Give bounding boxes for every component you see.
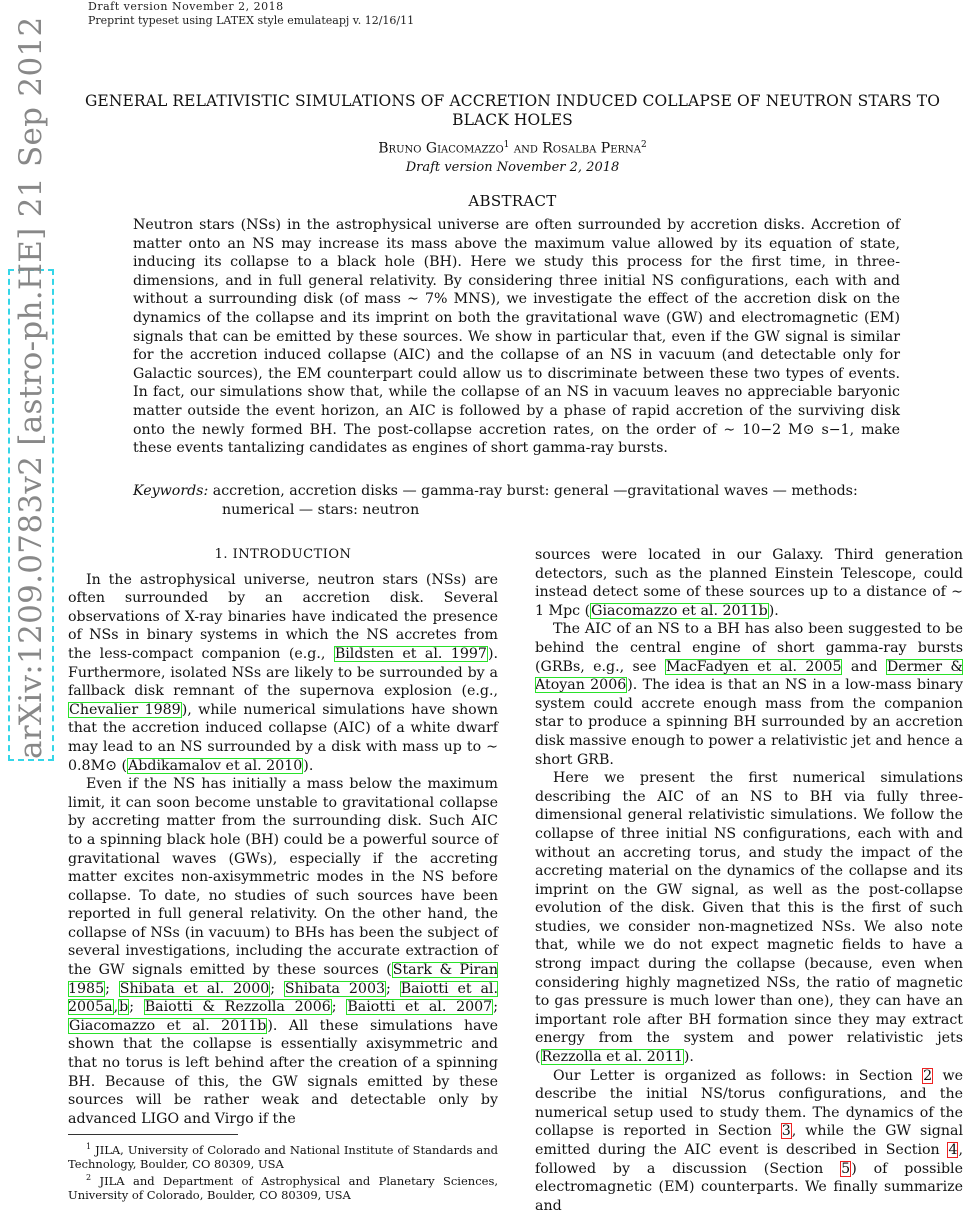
citation-link[interactable]: Chevalier 1989 xyxy=(69,701,181,718)
running-header: Draft version November 2, 2018 xyxy=(88,0,284,13)
paper-title: GENERAL RELATIVISTIC SIMULATIONS OF ACCRETION INDUCED COLLAPSE OF NEUTRON STARS TO BLACK HOLES xyxy=(84,92,941,129)
citation-link[interactable]: Shibata et al. 2000 xyxy=(119,980,270,997)
citation-link[interactable]: Giacomazzo et al. 2011b xyxy=(591,602,768,619)
footnote-1: $^1$ JILA, University of Colorado and National Institute of Standards and Technology, Boulder, CO 80309, USA xyxy=(68,1142,498,1171)
author-and: and xyxy=(509,140,543,157)
footnote-2: $^2$ JILA and Department of Astrophysical and Planetary Sciences, University of Colorado, Boulder, CO 80309, USA xyxy=(68,1172,498,1202)
citation-link[interactable]: Giacomazzo et al. 2011b xyxy=(69,1017,267,1034)
arxiv-id-stamp[interactable]: arXiv:1209.0783v2 [astro-ph.HE] 21 Sep 2012 xyxy=(8,269,54,761)
author-2: Rosalba Perna xyxy=(542,140,641,157)
author-1-affil[interactable]: 1 xyxy=(503,140,510,150)
intro-paragraph-1: In the astrophysical universe, neutron stars (NSs) are often surrounded by an accretion disk. Several observations of X-ray binaries have indicated the presence of NSs in binary systems in which the NS accretes from the less-compact companion (e.g., Bildsten et al. 1997). Furthermore, isolated NSs are likely to be surrounded by a fallback disk remnant of the supernova explosion (e.g., Chevalier 1989), while numerical simulations have shown that the accretion induced collapse (AIC) of a white dwarf may lead to an NS surrounded by a disk with mass up to ∼ 0.8M⊙ (Abdikamalov et al. 2010). xyxy=(68,571,498,774)
citation-link[interactable]: MacFadyen et al. 2005 xyxy=(665,658,842,675)
citation-link[interactable]: Baiotti & Rezzolla 2006 xyxy=(144,999,331,1016)
citation-link[interactable]: Abdikamalov et al. 2010 xyxy=(128,757,303,774)
citation-link[interactable]: Stark & Piran 1985 xyxy=(68,962,498,997)
intro-paragraph-3: The AIC of an NS to a BH has also been suggested to be behind the central engine of short gamma-ray bursts (GRBs, e.g., see MacFadyen et al. 2005 and Dermer & Atoyan 2006). The idea is that an NS in a low-mass binary system could accrete enough mass from the companion star to produce a spinning BH surrounded by an accretion disk massive enough to power a relativistic jet and hence a short GRB. xyxy=(535,621,963,768)
abstract-body: Neutron stars (NSs) in the astrophysical universe are often surrounded by accretion disks. Accretion of matter onto an NS may increase its mass above the maximum value allowed by its equation of state, inducing its collapse to a black hole (BH). Here we study this process for the first time, in three-dimensions, and in full general relativity. By considering three initial NS configurations, each with and without a surrounding disk (of mass ∼ 7% MNS), we investigate the effect of the accretion disk on the dynamics of the collapse and its imprint on both the gravitational wave (GW) and electromagnetic (EM) signals that can be emitted by these sources. We show in particular that, even if the GW signal is similar for the accretion induced collapse (AIC) and the collapse of an NS in vacuum (and detectable only for Galactic sources), the EM counterpart could allow us to discriminate between these two types of events. In fact, our simulations show that, while the collapse of an NS in vacuum leaves no appreciable baryonic matter outside the event horizon, an AIC is followed by a phase of rapid accretion of the surviving disk onto the newly formed BH. The post-collapse accretion rates, on the order of ∼ 10−2 M⊙ s−1, make these events tantalizing candidates as engines of short gamma-ray bursts. xyxy=(133,217,900,457)
left-column xyxy=(68,546,498,1128)
keywords-label: Keywords: xyxy=(133,483,209,499)
author-1: Bruno Giacomazzo xyxy=(378,140,504,157)
right-column xyxy=(535,546,963,1215)
citation-link[interactable]: Bildsten et al. 1997 xyxy=(334,645,487,662)
section-heading: 1. INTRODUCTION xyxy=(214,547,352,562)
intro-paragraph-4: Here we present the first numerical simulations describing the AIC of an NS to BH via fully three-dimensional general relativistic simulations. We follow the collapse of three initial NS configurations, each with and without an accreting torus, and study the impact of the accreting material on the dynamics of the collapse and its imprint on the GW signal, as well as the post-collapse evolution of the disk. Given that this is the first of such studies, we consider non-magnetized NSs. We also note that, while we do not expect magnetic fields to have a strong impact during the collapse (because, even when considering highly magnetized NSs, the ratio of magnetic to gas pressure is much lower than one), they can have an important role after BH formation since they may extract energy from the system and power relativistic jets (Rezzolla et al. 2011). xyxy=(535,770,963,1066)
citation-link[interactable]: Rezzolla et al. 2011 xyxy=(541,1049,683,1066)
preprint-note: Preprint typeset using LATEX style emulateapj v. 12/16/11 xyxy=(88,14,415,27)
keywords-line-2: numerical — stars: neutron xyxy=(222,501,420,518)
abstract-heading: ABSTRACT xyxy=(468,192,557,210)
section-ref-link[interactable]: 3 xyxy=(781,1123,791,1140)
section-ref-link[interactable]: 2 xyxy=(923,1067,933,1084)
keywords-line-1: accretion, accretion disks — gamma-ray burst: general —gravitational waves — methods: xyxy=(212,483,858,499)
author-line xyxy=(60,140,963,157)
intro-paragraph-2-cont: sources were located in our Galaxy. Third generation detectors, such as the planned Einstein Telescope, could instead detect some of these sources up to a distance of ∼ 1 Mpc (Giacomazzo et al. 2011b). xyxy=(535,547,963,619)
citation-link[interactable]: b xyxy=(119,999,129,1016)
section-ref-link[interactable]: 4 xyxy=(948,1142,958,1158)
author-2-affil[interactable]: 2 xyxy=(641,140,647,150)
intro-paragraph-5: Our Letter is organized as follows: in Section 2 we describe the initial NS/torus configurations, and the numerical setup used to study them. The dynamics of the collapse is reported in Section 3, while the GW signal emitted during the AIC event is described in Section 4, followed by a discussion (Section 5) of possible electromagnetic (EM) counterparts. We finally summarize and xyxy=(535,1067,963,1214)
footnotes xyxy=(68,1140,498,1202)
citation-link[interactable]: Shibata 2003 xyxy=(284,980,386,997)
footnote-rule xyxy=(68,1134,238,1135)
citation-link[interactable]: Baiotti et al. 2005a xyxy=(68,980,498,1016)
keywords xyxy=(133,482,900,519)
citation-link[interactable]: Baiotti et al. 2007 xyxy=(347,999,493,1016)
citation-link[interactable]: Dermer & Atoyan 2006 xyxy=(535,658,963,694)
section-ref-link[interactable]: 5 xyxy=(841,1160,851,1177)
intro-paragraph-2: Even if the NS has initially a mass below the maximum limit, it can soon become unstable to gravitational collapse by accreting matter from the surrounding disk. Such AIC to a spinning black hole (BH) could be a powerful source of gravitational waves (GWs), especially if the accreting matter excites non-axisymmetric modes in the NS before collapse. To date, no studies of such sources have been reported in full general relativity. On the other hand, the collapse of NSs (in vacuum) to BHs has been the subject of several investigations, including the accurate extraction of the GW signals emitted by these sources (Stark & Piran 1985; Shibata et al. 2000; Shibata 2003; Baiotti et al. 2005a,b; Baiotti & Rezzolla 2006; Baiotti et al. 2007; Giacomazzo et al. 2011b). All these simulations have shown that the collapse is essentially axisymmetric and that no torus is left behind after the creation of a spinning BH. Because of this, the GW signals emitted by these sources will be rather weak and detectable only by advanced LIGO and Virgo if the xyxy=(68,776,498,1127)
draft-date: Draft version November 2, 2018 xyxy=(405,160,620,175)
